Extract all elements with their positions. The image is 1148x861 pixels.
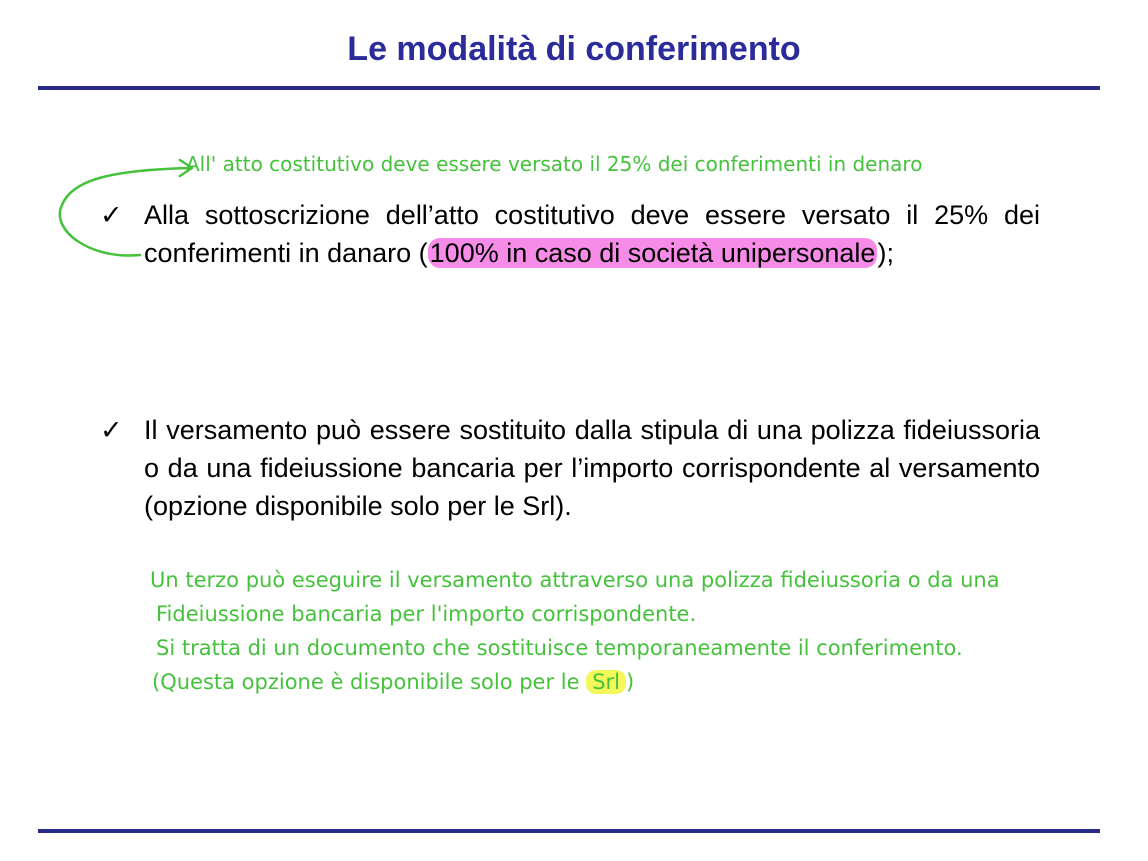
top-divider xyxy=(38,86,1100,90)
bullet-2-text: Il versamento può essere sostituito dalla stipula di una polizza fideiussoria o da una fideiussione bancaria per l’importo corrispondente al versamento (opzione disponibile solo per le Srl). xyxy=(144,415,1040,521)
checkmark-icon: ✓ xyxy=(100,200,123,230)
slide-title: Le modalità di conferimento xyxy=(347,30,801,68)
handwritten-note-4: Si tratta di un documento che sostituisce temporaneamente il conferimento. xyxy=(156,636,963,660)
handwritten-note-3: Fideiussione bancaria per l'importo corrispondente. xyxy=(156,602,697,626)
handwritten-note-1: All' atto costitutivo deve essere versato il 25% dei conferimenti in denaro xyxy=(186,152,923,176)
bottom-divider xyxy=(38,829,1100,833)
bullet-1-text-before: Alla sottoscrizione dell’atto costitutivo deve essere versato il 25% dei conferimenti in danaro ( xyxy=(144,200,1040,268)
checkmark-icon: ✓ xyxy=(100,415,123,445)
bullet-1 xyxy=(100,196,1040,272)
note-5-before: (Questa opzione è disponibile solo per le xyxy=(152,670,587,694)
handwritten-note-2: Un terzo può eseguire il versamento attraverso una polizza fideiussoria o da una xyxy=(150,568,1000,592)
note-5-highlight: Srl xyxy=(586,670,626,694)
bullet-1-text xyxy=(144,196,1040,272)
note-5-after: ) xyxy=(626,670,635,694)
handwritten-note-5 xyxy=(152,670,634,694)
bullet-1-text-after: ); xyxy=(877,238,894,268)
bullet-1-highlight: 100% in caso di società unipersonale xyxy=(429,238,876,268)
bullet-2 xyxy=(100,411,1040,525)
